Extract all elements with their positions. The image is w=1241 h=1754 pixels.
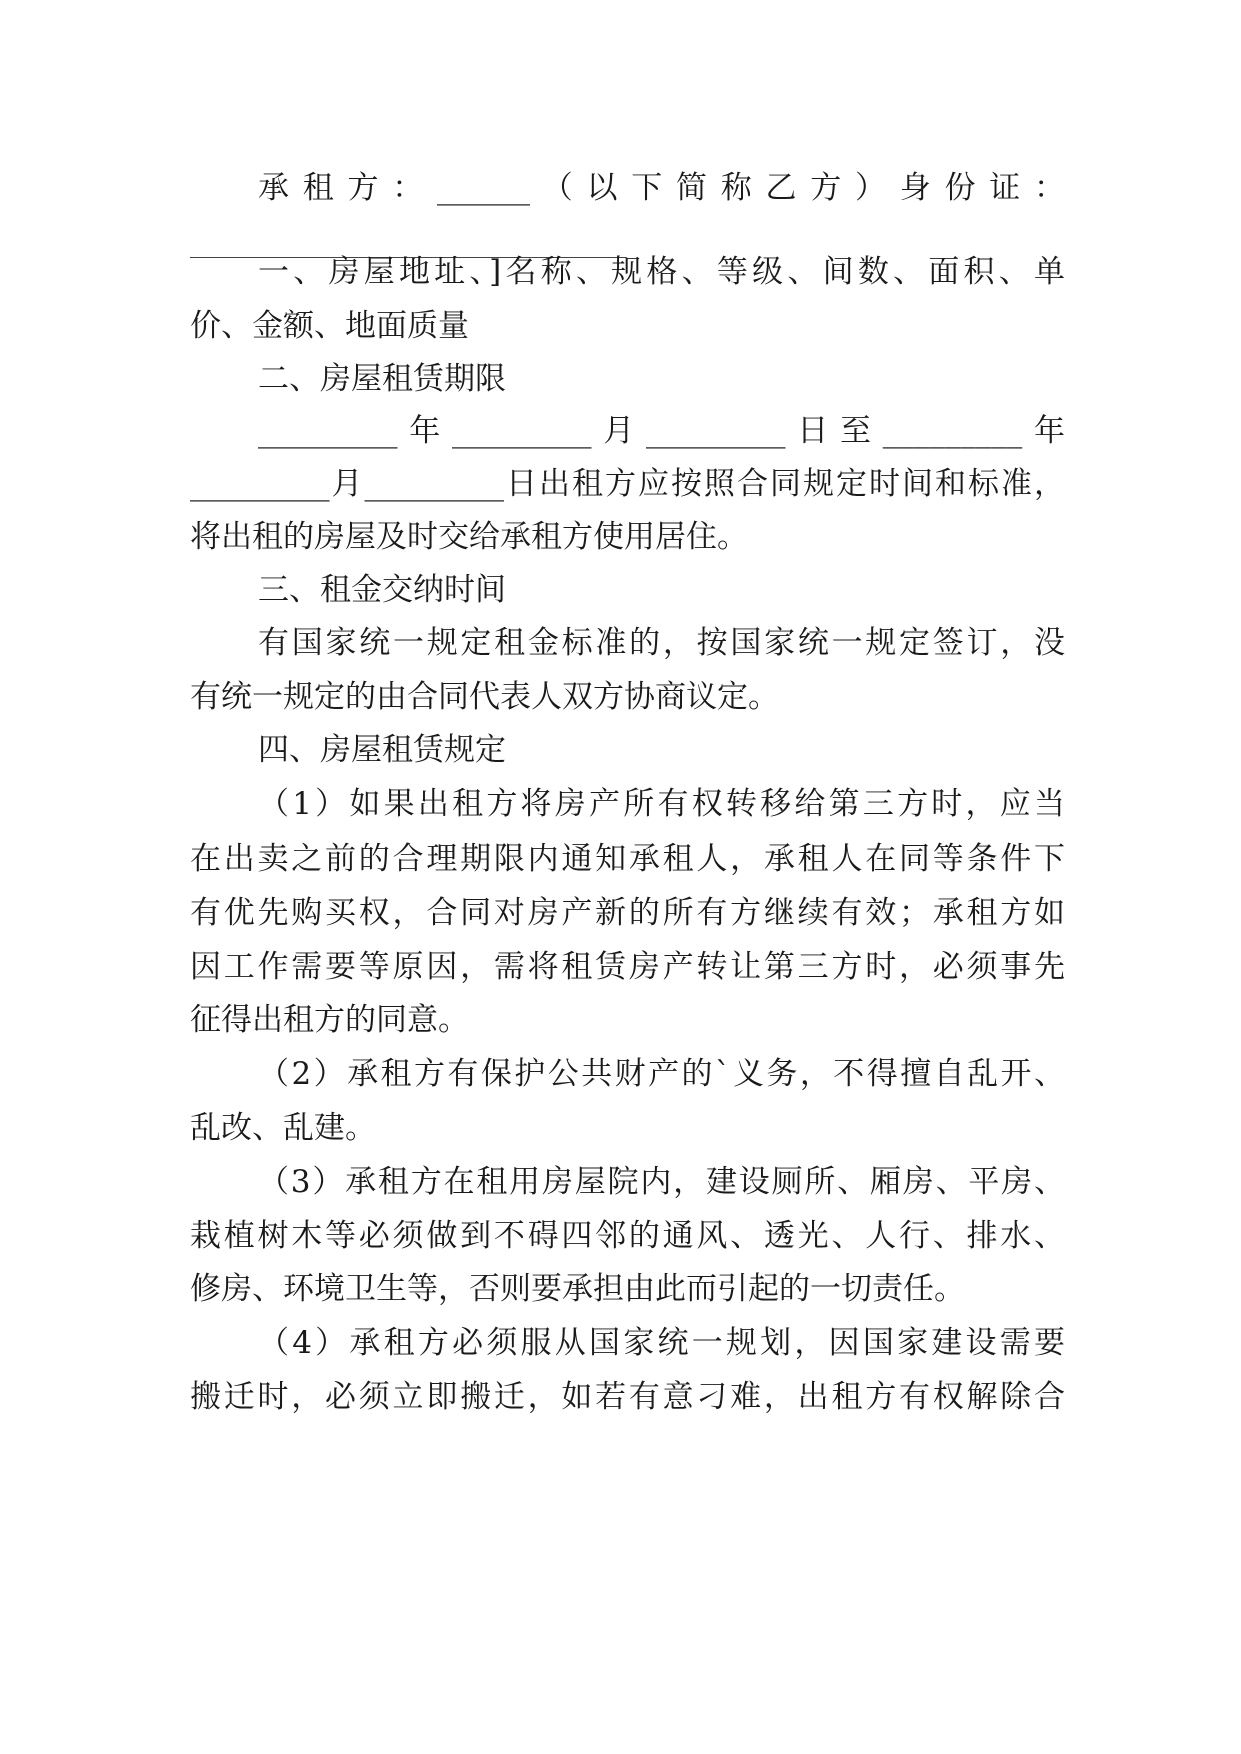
clause-4-line-2: 搬迁时，必须立即搬迁，如若有意刁难，出租方有权解除合 bbox=[190, 1379, 1065, 1415]
section-3-body-line-2: 有统一规定的由合同代表人双方协商议定。 bbox=[190, 679, 779, 715]
lessee-line: 承 租 方 ： ______ （ 以 下 简 称 乙 方 ） 身 份 证 ： bbox=[258, 170, 1065, 206]
section-4-heading: 四、房屋租赁规定 bbox=[258, 732, 506, 768]
clause-1-line-5: 征得出租方的同意。 bbox=[190, 1002, 469, 1038]
clause-1-line-2: 在出卖之前的合理期限内通知承租人，承租人在同等条件下 bbox=[190, 841, 1065, 877]
clause-1-line-4: 因工作需要等原因，需将租赁房产转让第三方时，必须事先 bbox=[190, 949, 1065, 985]
section-2-heading: 二、房屋租赁期限 bbox=[258, 361, 506, 397]
clause-3-line-3: 修房、环境卫生等，否则要承担由此而引起的一切责任。 bbox=[190, 1271, 965, 1307]
clause-1-line-3: 有优先购买权，合同对房产新的所有方继续有效；承租方如 bbox=[190, 895, 1065, 931]
section-3-heading: 三、租金交纳时间 bbox=[258, 572, 506, 608]
clause-4-line-1: （4）承租方必须服从国家统一规划，因国家建设需要 bbox=[258, 1325, 1065, 1361]
section-2-body-line-1: _________年_________月_________日至_________年 bbox=[258, 413, 1065, 449]
clause-2-line-2: 乱改、乱建。 bbox=[190, 1110, 376, 1146]
section-2-body-line-3: 将出租的房屋及时交给承租方使用居住。 bbox=[190, 519, 748, 555]
clause-2-line-1: （2）承租方有保护公共财产的`义务，不得擅自乱开、 bbox=[258, 1056, 1065, 1092]
clause-3-line-2: 栽植树木等必须做到不碍四邻的通风、透光、人行、排水、 bbox=[190, 1218, 1065, 1254]
section-1-line-2: 价、金额、地面质量 bbox=[190, 308, 469, 344]
clause-1-line-1: （1）如果出租方将房产所有权转移给第三方时，应当 bbox=[258, 786, 1065, 822]
section-1-line-1: 一、房屋地址、]名称、规格、等级、间数、面积、单 bbox=[258, 254, 1065, 290]
clause-3-line-1: （3）承租方在租用房屋院内，建设厕所、厢房、平房、 bbox=[258, 1164, 1065, 1200]
section-2-body-line-2: _________月_________日出租方应按照合同规定时间和标准， bbox=[190, 466, 1065, 502]
section-3-body-line-1: 有国家统一规定租金标准的，按国家统一规定签订，没 bbox=[258, 625, 1065, 661]
